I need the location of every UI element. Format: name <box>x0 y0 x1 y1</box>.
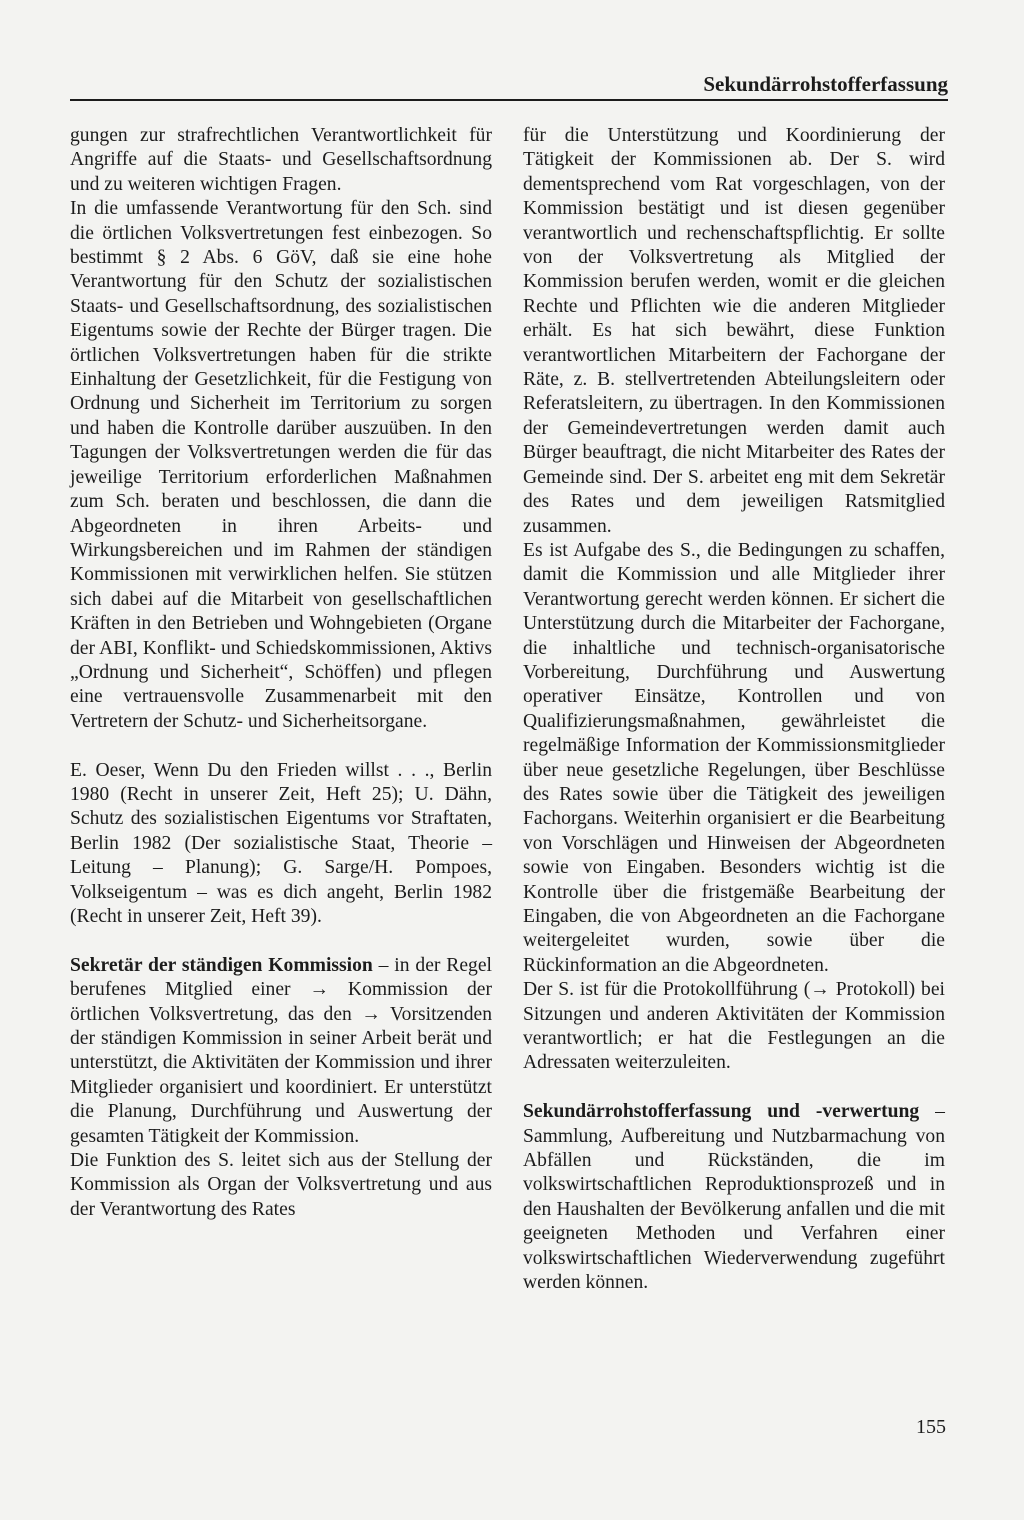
paragraph: Die Funktion des S. leitet sich aus der Stellung der Kommission als Organ der Volksvertretung und aus der Verantwortung des Rates <box>70 1150 492 1220</box>
references: E. Oeser, Wenn Du den Frieden willst . . ., Berlin 1980 (Recht in unserer Zeit, Heft 25); U. Dähn, Schutz des sozialistischen Eigentums vor Straftaten, Berlin 1982 (Der sozialistische Staat, Theorie – Leitung – Planung); G. Sarge/H. Pompoes, Volkseigentum – was es dich angeht, Berlin 1982 (Recht in unserer Zeit, Heft 39). <box>70 759 492 927</box>
right-column <box>523 124 945 1295</box>
dictionary-entry <box>70 954 492 1149</box>
page-number: 155 <box>916 1416 946 1438</box>
entry-text: – in der Regel berufenes Mitglied einer → Kommission der örtlichen Volksvertretung, das den → Vorsitzenden der ständigen Kommission in seiner Arbeit berät und unterstützt, die Aktivitäten der Kommission und ihrer Mitglieder organisiert und koordiniert. Er unterstützt die Planung, Durchführung und Auswertung der gesamten Tätigkeit der Kommission. <box>70 954 492 1147</box>
paragraph: für die Unterstützung und Koordinierung der Tätigkeit der Kommissionen ab. Der S. wird dementsprechend vom Rat vorgeschlagen, von der Kommission bestätigt und ist diesen gegenüber verantwortlich und rechenschaftspflichtig. Er sollte von der Volksvertretung als Mitglied der Kommission berufen werden, womit er die gleichen Rechte und Pflichten wie die anderen Mitglieder erhält. Es hat sich bewährt, diese Funktion verantwortlichen Mitarbeitern der Fachorgane der Räte, z. B. stellvertretenden Abteilungsleitern oder Referatsleitern, zu übertragen. In den Kommissionen der Gemeindevertretungen werden damit auch Bürger beauftragt, die nicht Mitarbeiter des Rates der Gemeinde sind. Der S. arbeitet eng mit dem Sekretär des Rates und dem jeweiligen Ratsmitglied zusammen. <box>523 125 945 537</box>
paragraph: Der S. ist für die Protokollführung (→ Protokoll) bei Sitzungen und anderen Aktivitäten der Kommission verantwortlich; er hat die Festlegungen an die Adressaten weiterzuleiten. <box>523 979 945 1074</box>
entry-heading: Sekretär der ständigen Kommission <box>70 954 373 976</box>
header-rule <box>70 99 948 101</box>
paragraph: Es ist Aufgabe des S., die Bedingungen zu schaffen, damit die Kommission und alle Mitglieder ihrer Verantwortung gerecht werden können. Er sichert die Unterstützung durch die Mitarbeiter der Fachorgane, die inhaltliche und technisch-organisatorische Vorbereitung, Durchführung und Auswertung operativer Einsätze, Kontrollen und von Qualifizierungsmaßnahmen, gewährleistet die regelmäßige Information der Kommissionsmitglieder über neue gesetzliche Regelungen, über Beschlüsse des Rates sowie über die Tätigkeit des jeweiligen Fachorgans. Weiterhin organisiert er die Bearbeitung von Vorschlägen und Hinweisen der Abgeordneten sowie von Eingaben. Besonders wichtig ist die Kontrolle über die fristgemäße Bearbeitung der Eingaben, die von Abgeordneten an die Fachorgane weitergeleitet wurden, sowie über die Rückinformation an die Abgeordneten. <box>523 539 945 976</box>
paragraph: gungen zur strafrechtlichen Verantwortlichkeit für Angriffe auf die Staats- und Gesellschaftsordnung und zu weiteren wichtigen Fragen. <box>70 125 492 195</box>
paragraph: In die umfassende Verantwortung für den Sch. sind die örtlichen Volksvertretungen fest einbezogen. So bestimmt § 2 Abs. 6 GöV, daß sie eine hohe Verantwortung für den Schutz der sozialistischen Staats- und Gesellschaftsordnung, des sozialistischen Eigentums sowie der Rechte der Bürger tragen. Die örtlichen Volksvertretungen haben für die strikte Einhaltung der Gesetzlichkeit, für die Festigung von Ordnung und Sicherheit im Territorium zu sorgen und haben die Kontrolle darüber auszuüben. In den Tagungen der Volksvertretungen werden die für das jeweilige Territorium erforderlichen Maßnahmen zum Sch. beraten und beschlossen, die dann die Abgeordneten in ihren Arbeits- und Wirkungsbereichen und im Rahmen der ständigen Kommissionen mit verwirklichen helfen. Sie stützen sich dabei auf die Mitarbeit von gesellschaftlichen Kräften in den Betrieben und Wohngebieten (Organe der ABI, Konflikt- und Schiedskommissionen, Aktivs „Ordnung und Sicherheit“, Schöffen) und pflegen eine vertrauensvolle Zusammenarbeit mit den Vertretern der Schutz- und Sicherheitsorgane. <box>70 198 492 732</box>
left-column <box>70 124 492 1222</box>
entry-text: – Sammlung, Aufbereitung und Nutzbarmachung von Abfällen und Rückständen, die im volkswirtschaftlichen Reproduktionsprozeß und in den Haushalten der Bevölkerung anfallen und die mit geeigneten Methoden und Verfahren einer volkswirtschaftlichen Wiederverwendung zugeführt werden können. <box>523 1101 945 1294</box>
entry-heading: Sekundärrohstofferfassung und -verwertung <box>523 1101 920 1123</box>
dictionary-entry <box>523 1100 945 1295</box>
running-header-title: Sekundärrohstofferfassung <box>703 72 948 96</box>
